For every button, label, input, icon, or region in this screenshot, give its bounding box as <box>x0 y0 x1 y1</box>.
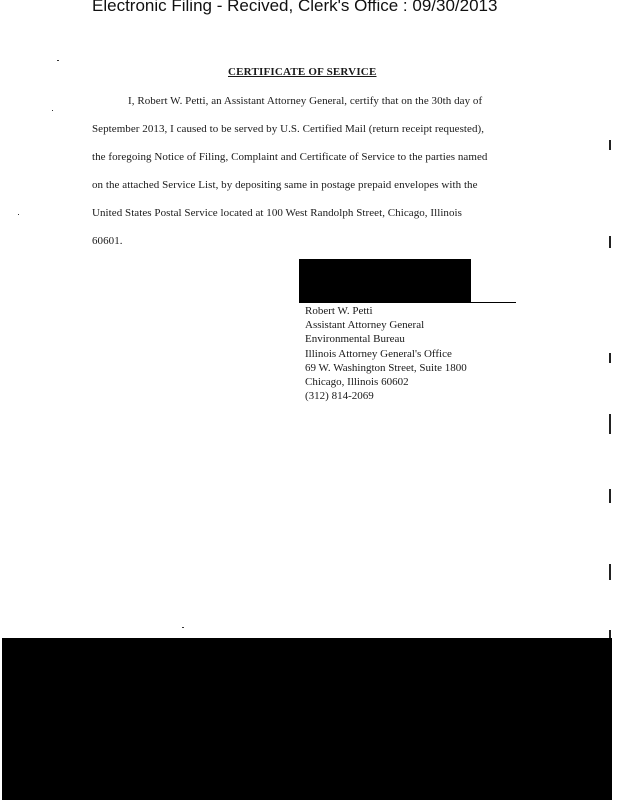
scan-speck <box>18 214 19 215</box>
body-line-3: the foregoing Notice of Filing, Complaint and Certificate of Service to the parties named <box>92 151 488 163</box>
signature-line <box>471 302 516 303</box>
scan-speck <box>57 60 59 61</box>
signature-redaction <box>299 259 471 303</box>
signer-city: Chicago, Illinois 60602 <box>305 376 409 389</box>
scan-edge-mark <box>609 414 611 434</box>
body-line-1: I, Robert W. Petti, an Assistant Attorney General, certify that on the 30th day of <box>128 95 483 107</box>
signer-bureau: Environmental Bureau <box>305 333 405 346</box>
certificate-title: CERTIFICATE OF SERVICE <box>228 66 377 78</box>
scan-edge-mark <box>609 353 611 363</box>
signer-name: Robert W. Petti <box>305 305 373 317</box>
body-line-2: September 2013, I caused to be served by U.S. Certified Mail (return receipt requested), <box>92 123 485 135</box>
signer-phone: (312) 814-2069 <box>305 390 374 403</box>
body-line-4: on the attached Service List, by depositing same in postage prepaid envelopes with the <box>92 179 478 191</box>
scan-edge-mark <box>609 140 611 150</box>
body-line-5: United States Postal Service located at 100 West Randolph Street, Chicago, Illinois <box>92 207 462 219</box>
signer-office: Illinois Attorney General's Office <box>305 347 452 360</box>
scan-edge-mark <box>609 236 611 248</box>
scan-edge-mark <box>609 564 611 580</box>
signer-street: 69 W. Washington Street, Suite 1800 <box>305 361 467 374</box>
signature-block <box>305 304 467 403</box>
scan-speck <box>52 110 53 111</box>
scan-speck <box>182 627 184 628</box>
electronic-filing-stamp: Electronic Filing - Recived, Clerk's Office : 09/30/2013 <box>92 0 498 15</box>
scan-edge-mark <box>609 630 611 638</box>
scan-edge-mark <box>609 489 611 503</box>
bottom-redaction <box>2 638 612 800</box>
body-line-6: 60601. <box>92 235 123 247</box>
signer-title: Assistant Attorney General <box>305 319 425 332</box>
